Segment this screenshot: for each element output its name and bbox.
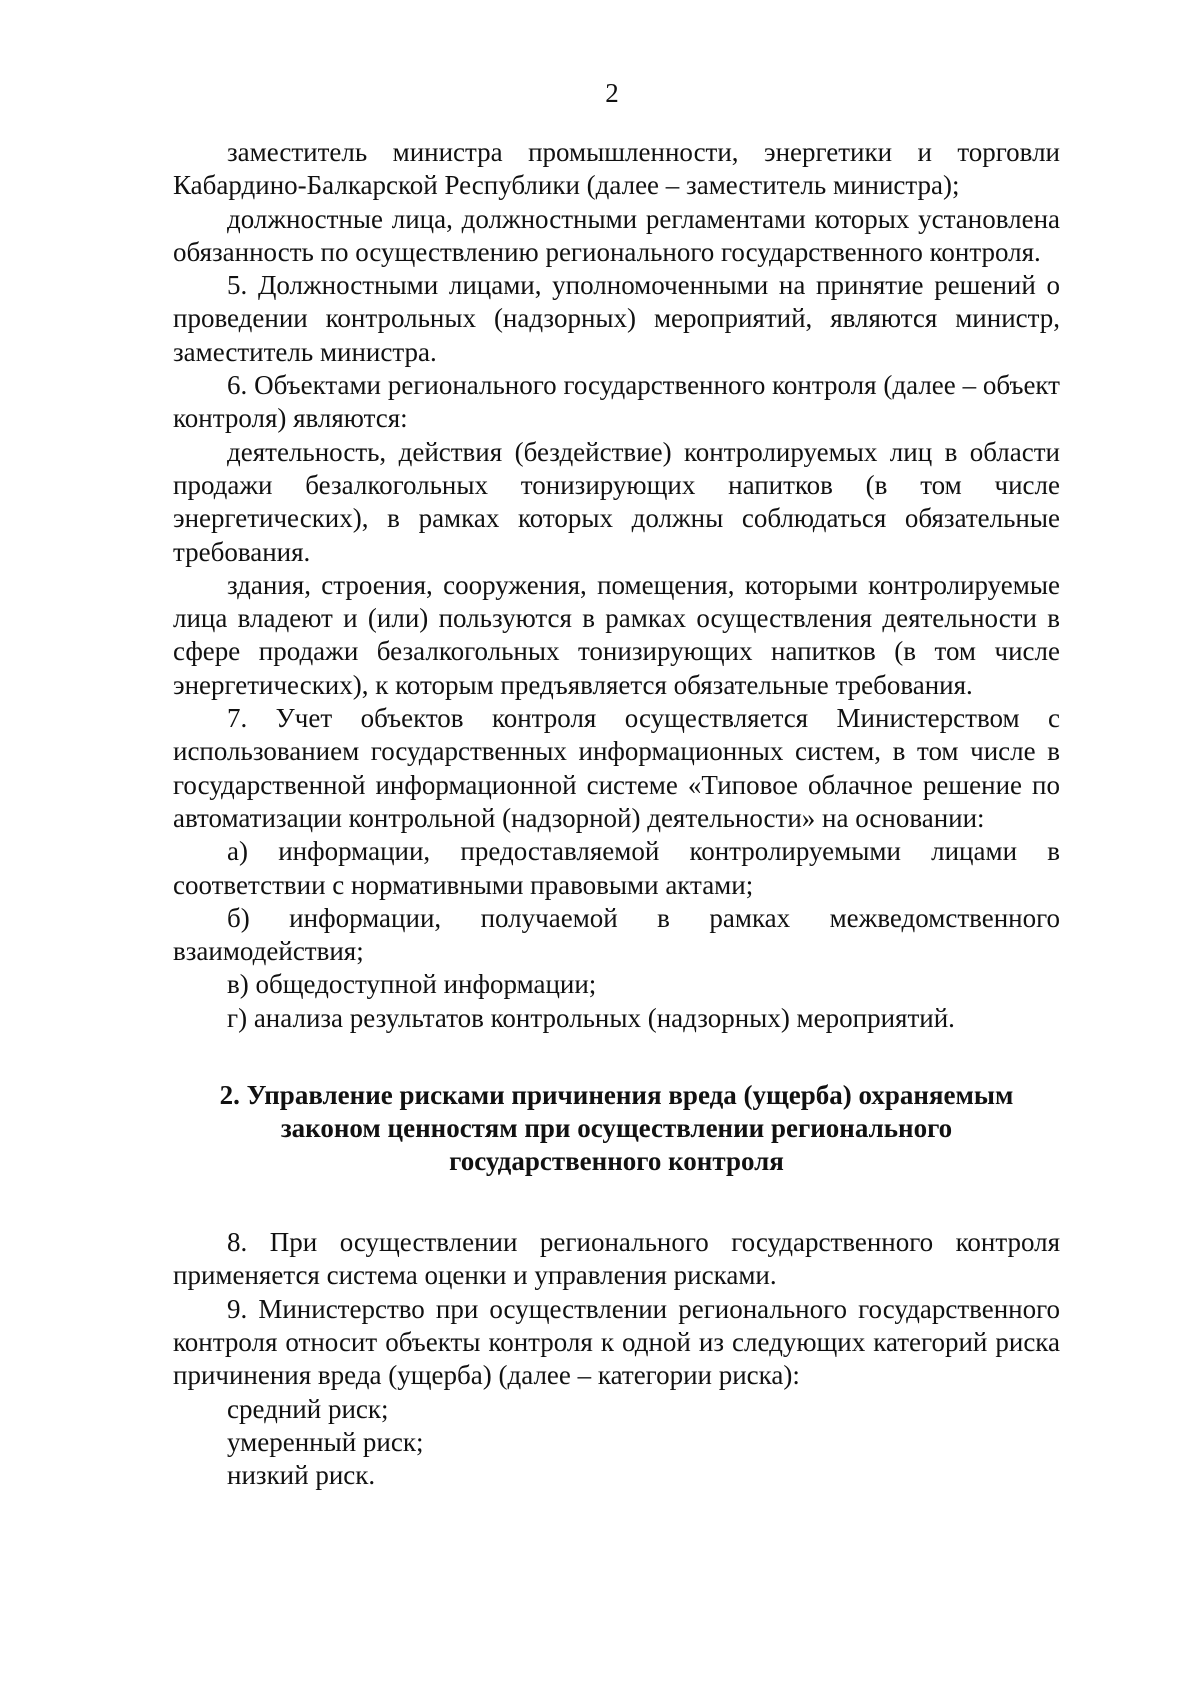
paragraph-item-7v: в) общедоступной информации;: [227, 969, 597, 1000]
document-body: [173, 136, 1060, 1492]
paragraph-officials: должностные лица, должностными регламентами которых установлена обязанность по осуществлению регионального государственного контроля.: [173, 203, 1060, 267]
paragraph-deputy-minister: заместитель министра промышленности, энергетики и торговли Кабардино-Балкарской Республики (далее – заместитель министра);: [173, 137, 1060, 201]
page-number: 2: [605, 78, 619, 108]
paragraph-item-7b: б) информации, получаемой в рамках межведомственного взаимодействия;: [173, 902, 1060, 967]
paragraph-item-6: 6. Объектами регионального государственного контроля (далее – объект контроля) являются:: [173, 370, 1060, 434]
section-heading-line-1: 2. Управление рисками причинения вреда (ущерба) охраняемым: [219, 1080, 1014, 1111]
paragraph-item-7g: г) анализа результатов контрольных (надзорных) мероприятий.: [227, 1002, 955, 1033]
paragraph-item-7a: а) информации, предоставляемой контролируемыми лицами в соответствии с нормативными правовыми актами;: [173, 836, 1060, 900]
section-heading-line-2: законом ценностям при осуществлении регионального: [280, 1113, 953, 1144]
risk-category-list: [173, 1393, 1060, 1493]
risk-category-low: низкий риск.: [227, 1460, 376, 1491]
paragraph-item-5: 5. Должностными лицами, уполномоченными на принятие решений о проведении контрольных (надзорных) мероприятий, являются министр, заместитель министра.: [173, 270, 1060, 367]
paragraph-activity: деятельность, действия (бездействие) контролируемых лиц в области продажи безалкогольных тонизирующих напитков (в том числе энергетических), в рамках которых должны соблюдаться обязательные требования.: [173, 436, 1060, 567]
paragraph-item-8: 8. При осуществлении регионального государственного контроля применяется система оценки и управления рисками.: [173, 1227, 1060, 1291]
section-heading: [173, 1079, 1060, 1178]
paragraph-item-7: 7. Учет объектов контроля осуществляется Министерством с использованием государственных информационных систем, в том числе в государственной информационной системе «Типовое облачное решение по автоматизации контрольной (надзорной) деятельности» на основании:: [173, 703, 1060, 833]
paragraph-buildings: здания, строения, сооружения, помещения, которыми контролируемые лица владеют и (или) пользуются в рамках осуществления деятельности в сфере продажи безалкогольных тонизирующих напитков (в том числе энергетических), к которым предъявляется обязательные требования.: [173, 569, 1060, 700]
risk-category-moderate: умеренный риск;: [227, 1426, 424, 1457]
paragraph-item-9: 9. Министерство при осуществлении регионального государственного контроля относит объекты контроля к одной из следующих категорий риска причинения вреда (ущерба) (далее – категории риска):: [173, 1293, 1060, 1391]
risk-category-medium: средний риск;: [227, 1393, 389, 1424]
section-heading-line-3: государственного контроля: [449, 1146, 784, 1177]
